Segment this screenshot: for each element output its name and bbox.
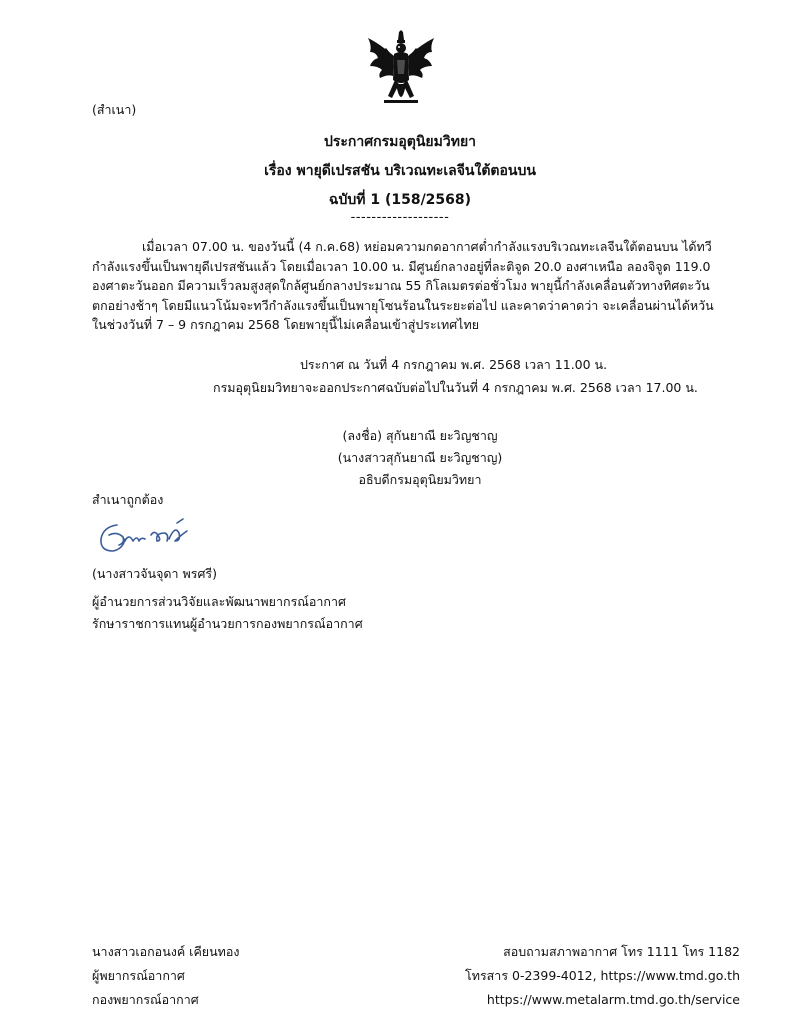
certifier-position: ผู้อำนวยการส่วนวิจัยและพัฒนาพยากรณ์อากาศ xyxy=(92,594,346,609)
footer-forecaster xyxy=(92,940,240,1012)
inquiry-phone: สอบถามสภาพอากาศ โทร 1111 โทร 1182 xyxy=(503,944,740,959)
garuda-emblem-icon xyxy=(362,30,440,110)
certifier-name: (นางสาวจันจุดา พรศรี) xyxy=(92,566,217,581)
footer-contact xyxy=(400,940,740,1012)
forecaster-title: ผู้พยากรณ์อากาศ xyxy=(92,968,185,983)
signatory-name: (นางสาวสุกันยาณี ยะวิญชาญ) xyxy=(337,450,503,465)
fax-and-website: โทรสาร 0-2399-4012, https://www.tmd.go.th xyxy=(465,968,740,983)
signature-block xyxy=(240,425,600,491)
handwritten-signature-icon xyxy=(95,511,195,559)
signatory-position: อธิบดีกรมอุตุนิยมวิทยา xyxy=(358,472,482,487)
forecast-division: กองพยากรณ์อากาศ xyxy=(92,992,199,1007)
subject-line: เรื่อง พายุดีเปรสชัน บริเวณทะเลจีนใต้ตอนบน xyxy=(264,163,536,179)
copy-label: (สำเนา) xyxy=(92,102,137,117)
body-text: เมื่อเวลา 07.00 น. ของวันนี้ (4 ก.ค.68) หย่อมความกดอากาศต่ำกำลังแรงบริเวณทะเลจีนใต้ตอนบน ได้ทวีกำลังแรงขึ้นเป็นพายุดีเปรสชันแล้ว โดยเมื่อเวลา 10.00 น. มีศูนย์กลางอยู่ที่ละติจูด 20.0 องศาเหนือ ลองจิจูด 119.0 องศาตะวันออก มีความเร็วลมสูงสุดใกล้ศูนย์กลางประมาณ 55 กิโลเมตรต่อชั่วโมง พายุนี้กำลังเคลื่อนตัวทางทิศตะวันตกอย่างช้าๆ โดยมีแนวโน้มจะทวีกำลังแรงขึ้นเป็นพายุโซนร้อนในระยะต่อไป และคาดว่าคาดว่า จะเคลื่อนผ่านได้หวัน ในช่วงวันที่ 7 – 9 กรกฎาคม 2568 โดยพายุนี้ไม่เคลื่อนเข้าสู่ประเทศไทย xyxy=(92,239,714,332)
body-paragraph xyxy=(92,237,714,335)
forecaster-name: นางสาวเอกอนงค์ เคียนทอง xyxy=(92,944,240,959)
page-title: ประกาศกรมอุตุนิยมวิทยา xyxy=(323,134,477,150)
signed-by: (ลงชื่อ) สุกันยาณี ยะวิญชาญ xyxy=(342,428,498,443)
issue-number: ฉบับที่ 1 (158/2568) xyxy=(328,192,472,208)
certified-copy-label: สำเนาถูกต้อง xyxy=(92,492,164,507)
next-issue-notice: กรมอุตุนิยมวิทยาจะออกประกาศฉบับต่อไปในวันที่ 4 กรกฎาคม พ.ศ. 2568 เวลา 17.00 น. xyxy=(213,380,698,395)
certifier-acting-position: รักษาราชการแทนผู้อำนวยการกองพยากรณ์อากาศ xyxy=(92,616,363,631)
announcement-date: ประกาศ ณ วันที่ 4 กรกฎาคม พ.ศ. 2568 เวลา 11.00 น. xyxy=(300,357,608,372)
divider: ------------------- xyxy=(350,210,450,225)
metalarm-link: https://www.metalarm.tmd.go.th/service xyxy=(486,992,740,1007)
